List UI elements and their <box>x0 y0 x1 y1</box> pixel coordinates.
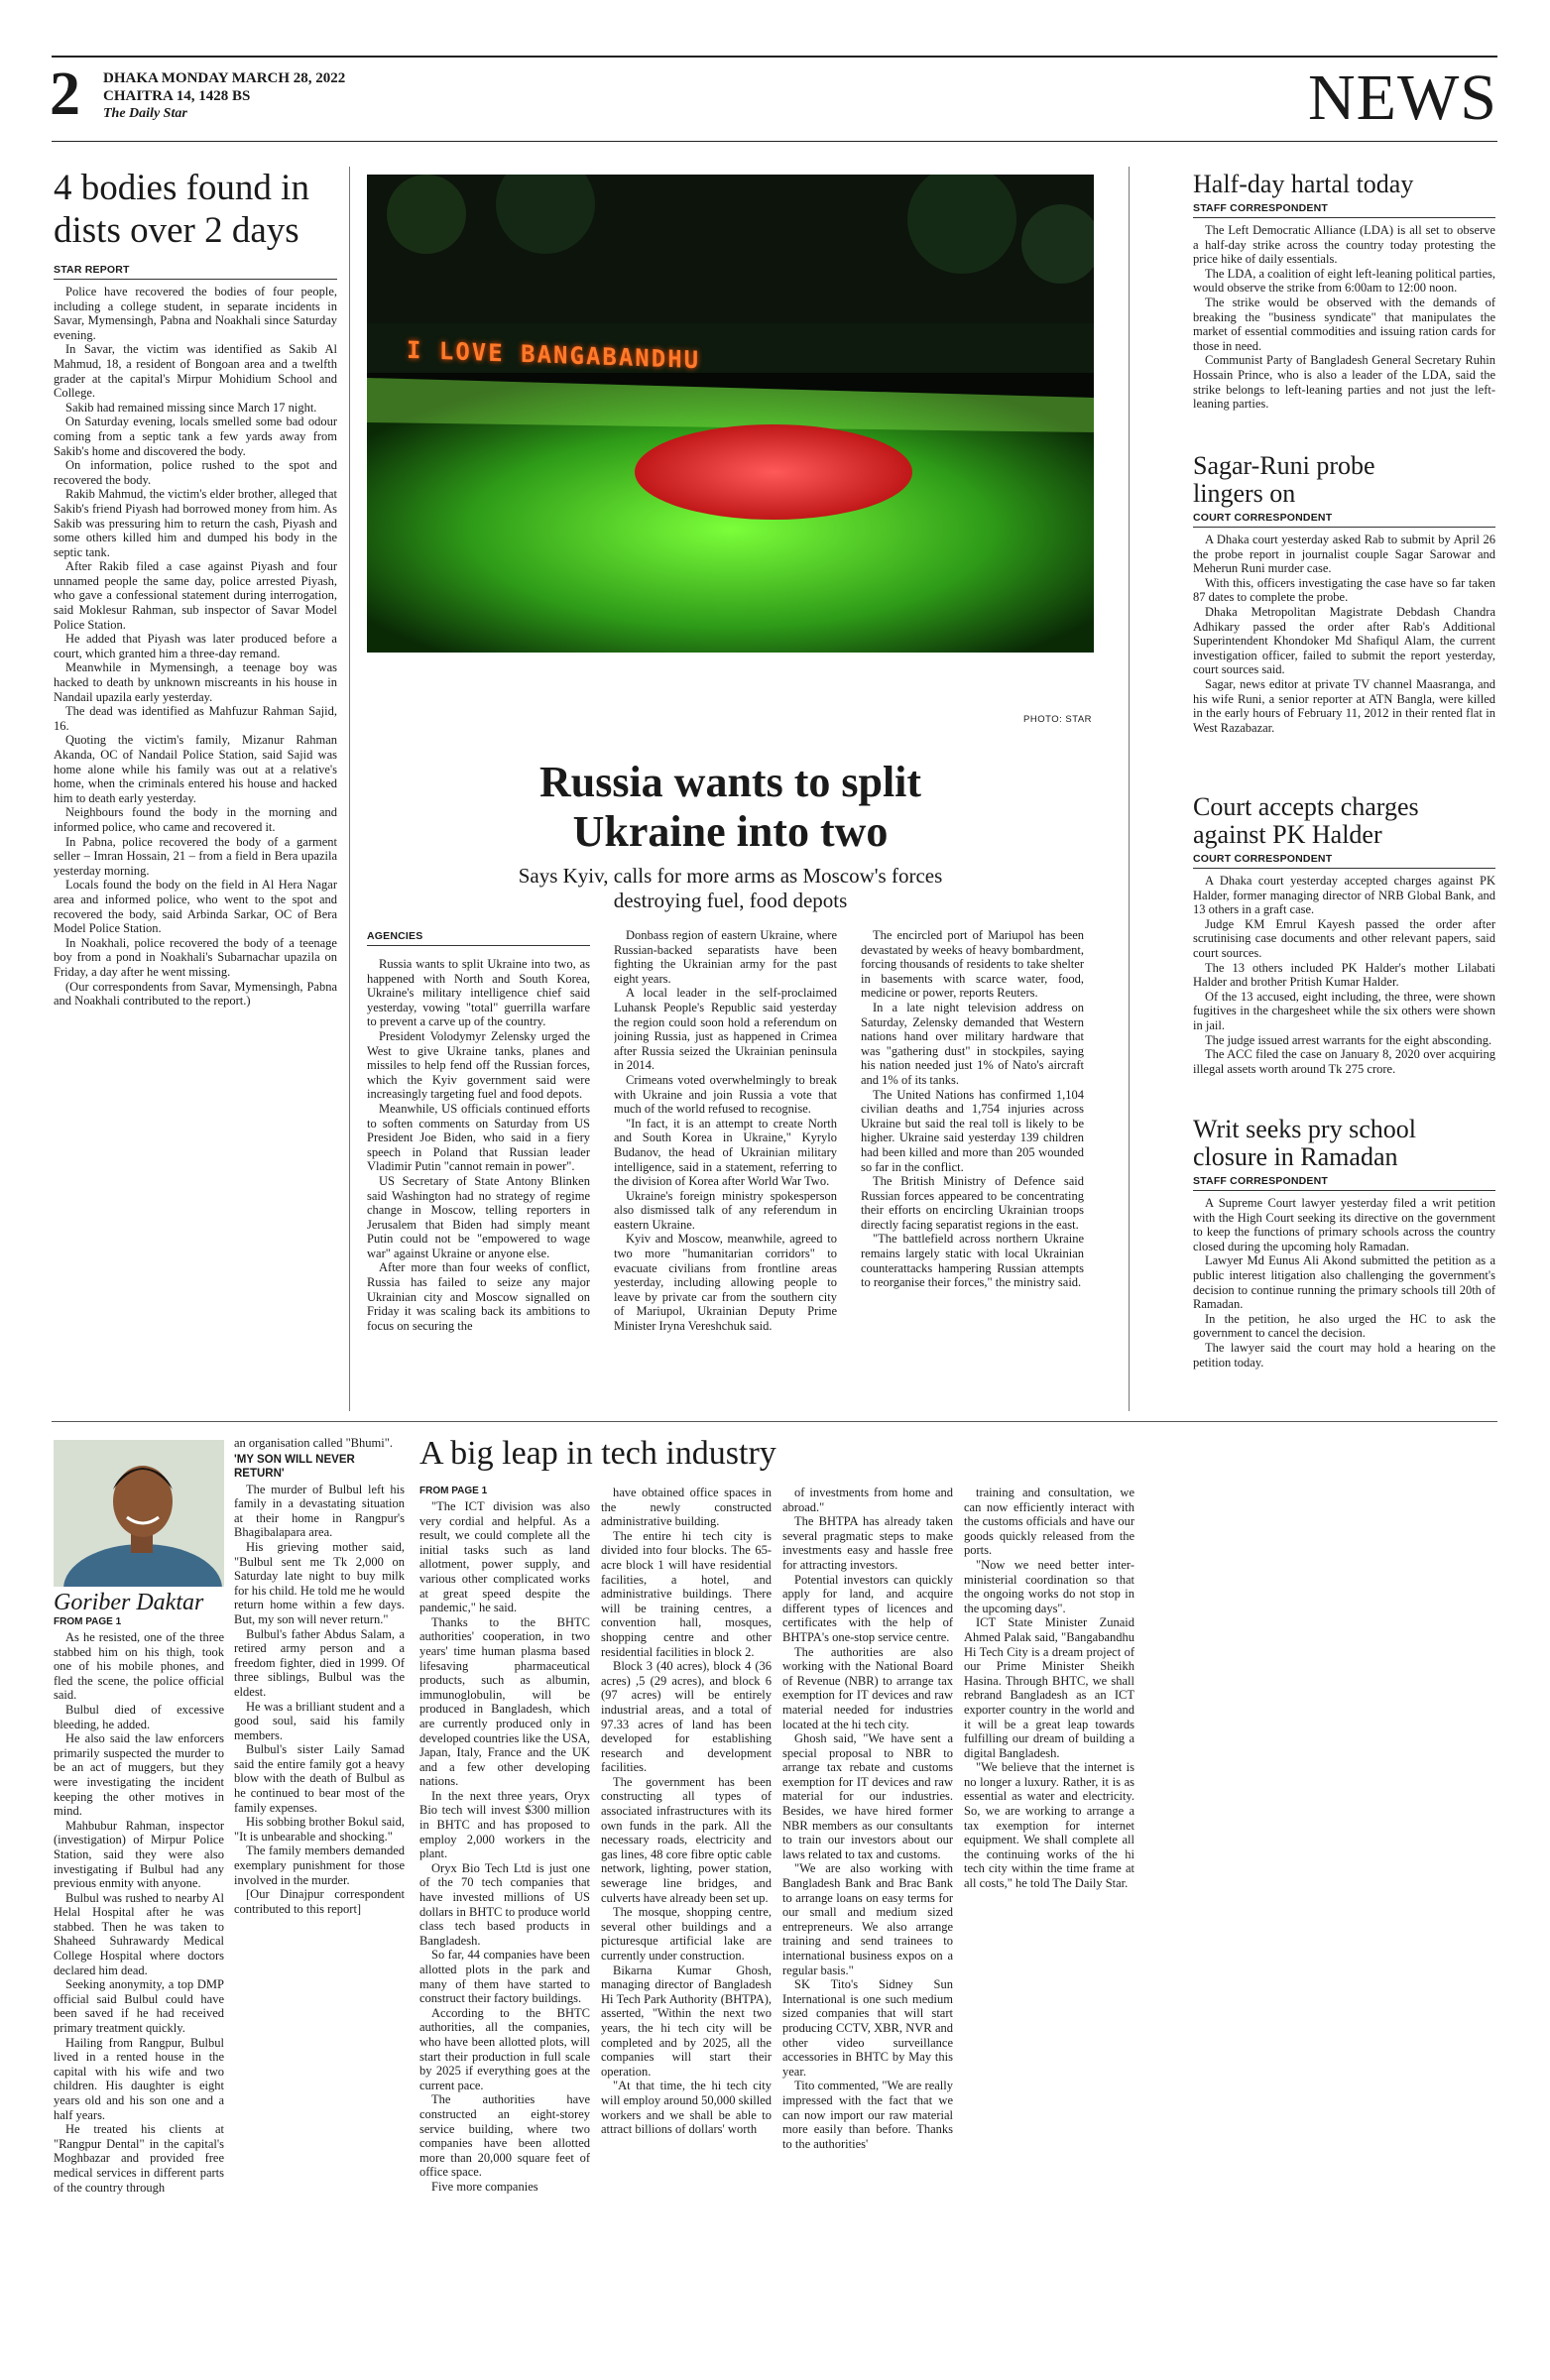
paragraph: Locals found the body on the field in Al Hera Nagar area and informed police, who went to the spot and recovered the body, said Arbinda Sarkar, OC of Bera Model Police Station. <box>54 878 337 936</box>
lights-photo <box>367 175 1094 653</box>
tech-col4 <box>964 1486 1134 2001</box>
paragraph: The family members demanded exemplary punishment for those involved in the murder. <box>234 1844 405 1887</box>
photo-credit: PHOTO: STAR <box>1023 714 1093 725</box>
paragraph: According to the BHTC authorities, all the companies, who have been allotted plots, will start their production in full scale by 2025 if everything goes at the current pace. <box>419 2005 590 2092</box>
paragraph: Quoting the victim's family, Mizanur Rahman Akanda, OC of Nandail Police Station, said Sajid was home alone while his family was out at a relative's home, when the criminals entered his house and hacked him to death early yesterday. <box>54 733 337 805</box>
paragraph: After Rakib filed a case against Piyash and four unnamed people the same day, police arrested Piyash, who gave a confessional statement during interrogation, said Moklesur Rahman, sub inspector of Savar Model Police Station. <box>54 559 337 632</box>
paragraph: Block 3 (40 acres), block 4 (36 acres) ,5 (29 acres), and block 6 (97 acres) will be entirely industrial areas, and a total of 97.33 acres of land has been developed for establishing research and development facilities. <box>601 1659 772 1775</box>
paragraph: training and consultation, we can now efficiently interact with the customs officials and have our goods quickly released from the ports. <box>964 1486 1134 1558</box>
paragraph: In a late night television address on Saturday, Zelensky demanded that Western nations hand over military hardware that was "gathering dust" in stockpiles, saying his nation needed just 1% of Nato's aircraft and 1% of its tanks. <box>861 1000 1084 1087</box>
paragraph: A Supreme Court lawyer yesterday filed a writ petition with the High Court seeking its directive on the government to keep the functions of primary schools across the country closed during the upcoming holy Ramadan. <box>1193 1196 1495 1253</box>
bodies-headline: 4 bodies found in dists over 2 days <box>54 168 309 251</box>
russia-deck <box>367 864 1094 913</box>
hartal-article <box>1193 171 1495 443</box>
paragraph: SK Tito's Sidney Sun International is one such medium sized companies that will start producing CCTV, XBR, NVR and other video surveillance accessories in BHTC by May this year. <box>782 1977 953 2079</box>
pk-body <box>1193 874 1495 1094</box>
sagar-byline: COURT CORRESPONDENT <box>1193 512 1495 528</box>
paragraph: The government has been constructing all types of associated infrastructures with its own funds in the park. All the necessary roads, electricity and gas lines, 48 core fibre optic cable network, lighting, power station, sewerage line bridges, and culverts have already been set up. <box>601 1774 772 1905</box>
paragraph: The 13 others included PK Halder's mother Lilabati Halder and brother Pritish Kumar Halder. <box>1193 960 1495 990</box>
goriber-jump: FROM PAGE 1 <box>54 1616 122 1627</box>
tech-col3 <box>782 1486 953 2348</box>
paragraph: In the petition, he also urged the HC to ask the government to cancel the decision. <box>1193 1311 1495 1341</box>
writ-body <box>1193 1196 1495 1384</box>
hartal-headline: Half-day hartal today <box>1193 170 1414 198</box>
goriber-col1 <box>54 1630 224 2346</box>
page-number: 2 <box>50 60 80 128</box>
paragraph: The dead was identified as Mahfuzur Rahman Sajid, 16. <box>54 704 337 733</box>
russia-deck-line1: Says Kyiv, calls for more arms as Moscow's forces <box>518 864 943 888</box>
paragraph: The entire hi tech city is divided into four blocks. The 65-acre block 1 will have residential facilities, a hotel, and administrative buildings. There will be training centres, a convention hall, mosques, shopping centre and other residential facilities in block 2. <box>601 1528 772 1659</box>
section-title: NEWS <box>1308 61 1497 134</box>
tech-col1 <box>419 1499 590 2348</box>
paragraph: He also said the law enforcers primarily suspected the murder to be an act of muggers, but they were investigating the incident keeping the other motives in mind. <box>54 1731 224 1819</box>
paragraph: In Noakhali, police recovered the body of a teenage boy from a pond in Noakhali's Subarnachar upazila on Friday, a day after he went missing. <box>54 935 337 979</box>
hartal-byline: STAFF CORRESPONDENT <box>1193 202 1495 218</box>
paragraph: He was a brilliant student and a good soul, said his family members. <box>234 1699 405 1742</box>
paragraph: The LDA, a coalition of eight left-leaning political parties, would observe the strike from 6:00am to 12:00 noon. <box>1193 266 1495 296</box>
bodies-byline: STAR REPORT <box>54 264 337 280</box>
paragraph: US Secretary of State Antony Blinken said Washington had no strategy of regime change in Moscow, telling reporters in Jerusalem that Biden had simply meant Putin could not be "empowered to wage war" against Ukraine or anyone else. <box>367 1173 590 1260</box>
paragraph: "Now we need better inter-ministerial coordination so that the ongoing works do not stop in the upcoming days". <box>964 1557 1134 1615</box>
paragraph: of investments from home and abroad." <box>782 1486 953 1514</box>
paragraph: Tito commented, "We are really impressed with the fact that we can now import our raw material more easily than before. Thanks to the authorities' <box>782 2079 953 2151</box>
paragraph: A Dhaka court yesterday asked Rab to submit by April 26 the probe report in journalist couple Sagar Sarowar and Meherun Runi murder case. <box>1193 533 1495 576</box>
pk-article <box>1193 793 1495 1094</box>
paragraph: Sagar, news editor at private TV channel Maasranga, and his wife Runi, a senior reporter at ATN Bangla, were killed in the early hours of February 11, 2012 in their rented flat in West Razabazar. <box>1193 676 1495 735</box>
paragraph: The authorities are also working with the National Board of Revenue (NBR) to arrange tax exemption for IT devices and raw material needed for industries located at the hi tech city. <box>782 1644 953 1731</box>
paragraph: "We are also working with Bangladesh Bank and Brac Bank to arrange loans on easy terms for our small and medium sized entrepreneurs. We also arrange training and send trainees to international business expos on a regular basis." <box>782 1861 953 1977</box>
paragraph: Police have recovered the bodies of four people, including a college student, in separate incidents in Savar, Mymensingh, Pabna and Noakhali since Saturday evening. <box>54 285 337 342</box>
paragraph: So far, 44 companies have been allotted plots in the park and many of them have started to construct their factory buildings. <box>419 1948 590 2006</box>
paragraph: Donbass region of eastern Ukraine, where Russian-backed separatists have been fighting the Ukrainian army for the past eight years. <box>614 928 837 986</box>
paragraph: Ukraine's foreign ministry spokesperson also dismissed talk of any referendum in eastern Ukraine. <box>614 1188 837 1232</box>
russia-headline <box>367 758 1094 857</box>
bodies-body <box>54 285 337 1361</box>
pk-byline: COURT CORRESPONDENT <box>1193 853 1495 869</box>
russia-byline: AGENCIES <box>367 930 590 946</box>
russia-headline-line1: Russia wants to split <box>538 758 922 806</box>
paragraph: The BHTPA has already taken several pragmatic steps to make investments easy and hassle free for attracting investors. <box>782 1514 953 1572</box>
paragraph: Mahbubur Rahman, inspector (investigation) of Mirpur Police Station, said they were also investigating if Bulbul had any previous enmity with anyone. <box>54 1818 224 1891</box>
paragraph: As he resisted, one of the three stabbed him on his thigh, took one of his mobile phones, and fled the scene, the police official said. <box>54 1630 224 1703</box>
paragraph: His grieving mother said, "Bulbul sent me Tk 2,000 on Saturday late night to buy milk for his child. He told me he would return home within a few days. But, my son will never return." <box>234 1539 405 1626</box>
paragraph: A local leader in the self-proclaimed Luhansk People's Republic said yesterday the region could soon hold a referendum on joining Russia, just as happened in Crimea after Russia seized the Ukrainian peninsula in 2014. <box>614 986 837 1073</box>
paragraph: "The ICT division was also very cordial and helpful. As a result, we could complete all the initial tasks such as land allotment, power supply, and various other complicated works at great speed despite the pandemic," he said. <box>419 1499 590 1615</box>
paragraph: Of the 13 accused, eight including, the three, were shown fugitives in the chargesheet while the six others were shown in jail. <box>1193 989 1495 1032</box>
goriber-col2 <box>234 1483 405 1998</box>
russia-headline-line2: Ukraine into two <box>572 807 889 856</box>
paragraph: (Our correspondents from Savar, Mymensingh, Pabna and Noakhali contributed to the report.) <box>54 979 337 1009</box>
sagar-headline: Sagar-Runi probe lingers on <box>1193 451 1375 508</box>
paragraph: After more than four weeks of conflict, Russia has failed to seize any major Ukrainian city and Moscow signalled on Friday it was scaling back its ambitions to focus on securing the <box>367 1260 590 1333</box>
tech-jump: FROM PAGE 1 <box>419 1486 488 1496</box>
paragraph: Potential investors can quickly apply for land, and acquire different types of licences and certificates with the help of BHTPA's one-stop service centre. <box>782 1572 953 1644</box>
paragraph: His sobbing brother Bokul said, "It is unbearable and shocking." <box>234 1815 405 1844</box>
paragraph: President Volodymyr Zelensky urged the West to give Ukraine tanks, planes and missiles to help fend off the Russian forces, which the Kyiv government said were increasingly targeting fuel and food depots. <box>367 1028 590 1102</box>
paragraph: Kyiv and Moscow, meanwhile, agreed to two more "humanitarian corridors" to evacuate civilians from frontline areas yesterday, including allowing people to leave by private car from the southern city of Mariupol, Ukrainian Deputy Prime Minister Iryna Vereshchuk said. <box>614 1232 837 1334</box>
paragraph: In the next three years, Oryx Bio tech will invest $300 million in BHTC and has proposed to employ 2,000 workers in the plant. <box>419 1788 590 1861</box>
paragraph: The authorities have constructed an eight-storey service building, where two companies have been allotted more than 20,000 square feet of office space. <box>419 2092 590 2180</box>
bodies-article <box>54 167 337 1361</box>
paragraph: Seeking anonymity, a top DMP official said Bulbul could have been saved if he had received primary treatment quickly. <box>54 1977 224 2036</box>
paragraph: With this, officers investigating the case have so far taken 87 dates to complete the probe. <box>1193 575 1495 605</box>
writ-headline: Writ seeks pry school closure in Ramadan <box>1193 1115 1416 1171</box>
paragraph: Rakib Mahmud, the victim's elder brother, alleged that Sakib's friend Piyash had borrowed money from him. As Sakib was pressuring him to return the cash, Piyash and some others killed him and dumped his body in the septic tank. <box>54 487 337 559</box>
sagar-article <box>1193 452 1495 767</box>
hartal-body <box>1193 223 1495 443</box>
russia-col2 <box>614 928 837 1412</box>
paragraph: The British Ministry of Defence said Russian forces appeared to be concentrating their efforts on encircling Ukrainian troops directly facing separatist regions in the east. <box>861 1174 1084 1232</box>
paragraph: Dhaka Metropolitan Magistrate Debdash Chandra Adhikary passed the order after Rab's Additional Superintendent Khondoker Md Shafiqul Alam, the current investigation officer, failed to submit the report yesterday, court sources said. <box>1193 604 1495 677</box>
paragraph: Oryx Bio Tech Ltd is just one of the 70 tech companies that have invested millions of US dollars in BHTC to produce world class tech based products in Bangladesh. <box>419 1860 590 1948</box>
paragraph: Thanks to the BHTC authorities' cooperation, in two years' time human plasma based lifesaving pharmaceutical products, such as albumin, immunoglobulin, will be produced in Bangladesh, which are currently produced only in developed countries like the USA, Japan, Italy, France and the UK and a few other developing nations. <box>419 1614 590 1789</box>
writ-byline: STAFF CORRESPONDENT <box>1193 1175 1495 1191</box>
paragraph: In Savar, the victim was identified as Sakib Al Mahmud, 18, a resident of Bongoan area and a twelfth grader at the capital's Mirpur Mohidium School and College. <box>54 342 337 401</box>
tech-headline: A big leap in tech industry <box>419 1435 776 1472</box>
paragraph: The Left Democratic Alliance (LDA) is all set to observe a half-day strike across the country today protesting the price hike of daily essentials. <box>1193 223 1495 267</box>
paragraph: Neighbours found the body in the morning and informed police, who came and recovered it. <box>54 805 337 834</box>
russia-deck-line2: destroying fuel, food depots <box>613 889 848 912</box>
date-line: DHAKA MONDAY MARCH 28, 2022 <box>103 70 346 86</box>
paragraph: The encircled port of Mariupol has been devastated by weeks of heavy bombardment, forcing thousands of residents to take shelter in basements with scarce water, food, medicine or power, reports Reuters. <box>861 928 1084 1001</box>
paragraph: have obtained office spaces in the newly constructed administrative building. <box>601 1486 772 1529</box>
paragraph: Crimeans voted overwhelmingly to break with Ukraine and join Russia a vote that much of the world refused to recognise. <box>614 1072 837 1117</box>
pk-headline: Court accepts charges against PK Halder <box>1193 792 1419 849</box>
paragraph: "At that time, the hi tech city will employ around 50,000 skilled workers and we shall be able to attract billions of dollars' worth <box>601 2079 772 2137</box>
paragraph: ICT State Minister Zunaid Ahmed Palak said, "Bangabandhu Hi Tech City is a dream project of our Prime Minister Sheikh Hasina. Through BHTC, we shall rebrand Bangladesh as an ICT exporter country in the world and it will be a great leap towards fulfilling our dream of building a digital Bangladesh. <box>964 1615 1134 1760</box>
paragraph: "We believe that the internet is no longer a luxury. Rather, it is as essential as water and electricity. So, we are working to arrange a tax exemption for internet equipment. We shall complete all the continuing works of the hi tech city within the time frame at all costs," he told The Daily Star. <box>964 1760 1134 1891</box>
tech-col2 <box>601 1486 772 2348</box>
paragraph: Hailing from Rangpur, Bulbul lived in a rented house in the capital with his wife and two children. His daughter is eight years old and his son one and a half years. <box>54 2035 224 2122</box>
paragraph: Meanwhile, US officials continued efforts to soften comments on Saturday from US President Joe Biden, who said in a fiery speech in Poland that Russian leader Vladimir Putin "cannot remain in power". <box>367 1101 590 1174</box>
goriber-col2-lead: an organisation called "Bhumi". <box>234 1436 393 1450</box>
paragraph: "In fact, it is an attempt to create North and South Korea in Ukraine," Kyrylo Budanov, the head of Ukrainian military intelligence, said in a statement, referring to the division of Korea after World War Two. <box>614 1116 837 1189</box>
paragraph: The strike would be observed with the demands of breaking the "business syndicate" that manipulates the market of essential commodities and issuing ration cards for those in need. <box>1193 295 1495 353</box>
paragraph: Ghosh said, "We have sent a special proposal to NBR to arrange tax rebate and customs exemption for IT devices and raw material for our industries. Besides, we have hired former NBR members as our consultants to train our investors about our laws related to tax and customs. <box>782 1731 953 1861</box>
paragraph: A Dhaka court yesterday accepted charges against PK Halder, former managing director of NRB Global Bank, and 13 others in a graft case. <box>1193 874 1495 917</box>
writ-article <box>1193 1116 1495 1384</box>
paragraph: Bulbul died of excessive bleeding, he added. <box>54 1702 224 1731</box>
paragraph: In Pabna, police recovered the body of a garment seller – Imran Hossain, 21 – from a field in Bera upazila yesterday morning. <box>54 834 337 878</box>
paragraph: Judge KM Emrul Kayesh passed the order after scrutinising case documents and other relevant papers, said court sources. <box>1193 916 1495 960</box>
doctor-photo <box>54 1440 224 1587</box>
paragraph: "The battlefield across northern Ukraine remains largely static with local Ukrainian counterattacks hampering Russian attempts to reorganise their forces," the ministry said. <box>861 1232 1084 1290</box>
russia-col3 <box>861 928 1084 1412</box>
paragraph: He added that Piyash was later produced before a court, which granted him a three-day remand. <box>54 632 337 660</box>
paragraph: Sakib had remained missing since March 17 night. <box>65 400 317 415</box>
paragraph: The United Nations has confirmed 1,104 civilian deaths and 1,754 injuries across Ukraine but said the real toll is likely to be higher. Ukraine said yesterday 139 children had been killed and more than 205 wounded so far in the conflict. <box>861 1087 1084 1174</box>
paragraph: Russia wants to split Ukraine into two, as happened with North and South Korea, Ukraine's military intelligence chief said yesterday, vowing "total" guerrilla warfare to prevent a carve up of the country. <box>367 957 590 1029</box>
photo-sign-text: I LOVE BANGABANDHU <box>407 335 701 375</box>
paragraph: Five more companies <box>431 2179 538 2194</box>
paragraph: On Saturday evening, locals smelled some bad odour coming from a septic tank a few yards away from Sakib's home and discovered the body. <box>54 415 337 458</box>
paragraph: Lawyer Md Eunus Ali Akond submitted the petition as a public interest litigation also challenging the government's decision to continue running the primary schools till 20th of Ramadan. <box>1193 1253 1495 1312</box>
paragraph: Communist Party of Bangladesh General Secretary Ruhin Hossain Prince, who is also a leader of the LDA, said the strike belongs to left-leaning parties and not just the left-leaning parties. <box>1193 353 1495 412</box>
paragraph: [Our Dinajpur correspondent contributed to this report] <box>234 1887 405 1916</box>
paragraph: Bulbul's father Abdus Salam, a retired army person and a freedom fighter, died in 1999. Of three siblings, Bulbul was the eldest. <box>234 1626 405 1699</box>
paragraph: Bikarna Kumar Ghosh, managing director of Bangladesh Hi Tech Park Authority (BHTPA), asserted, "Within the next two years, the hi tech city will be completed and by 2025, all the companies will start their operation. <box>601 1963 772 2079</box>
russia-col1 <box>367 957 590 1413</box>
paragraph: The judge issued arrest warrants for the eight absconding. <box>1205 1032 1492 1047</box>
bangla-date: CHAITRA 14, 1428 BS <box>103 88 251 104</box>
goriber-subhead: 'MY SON WILL NEVER RETURN' <box>234 1453 355 1480</box>
paragraph: On information, police rushed to the spot and recovered the body. <box>54 458 337 487</box>
paragraph: Bulbul was rushed to nearby Al Helal Hospital after he was stabbed. Then he was taken to Shaheed Suhrawardy Medical College Hospital where doctors declared him dead. <box>54 1890 224 1977</box>
paragraph: He treated his clients at "Rangpur Dental" in the capital's Moghbazar and provided free medical services in different parts of the country through <box>54 2122 224 2195</box>
paragraph: The murder of Bulbul left his family in a devastating situation at their home in Rangpur's Bhagibalapara area. <box>234 1482 405 1540</box>
paper-logo: The Daily Star <box>103 106 187 121</box>
sagar-body <box>1193 533 1495 767</box>
goriber-headline: Goriber Daktar <box>54 1590 204 1615</box>
paragraph: The lawyer said the court may hold a hearing on the petition today. <box>1193 1340 1495 1369</box>
paragraph: The mosque, shopping centre, several other buildings and a picturesque artificial lake are currently under construction. <box>601 1905 772 1963</box>
paragraph: Meanwhile in Mymensingh, a teenage boy was hacked to death by unknown miscreants in his house in Nandail upazila early yesterday. <box>54 660 337 704</box>
paragraph: Bulbul's sister Laily Samad said the entire family got a heavy blow with the death of Bulbul as he continued to bear most of the family expenses. <box>234 1742 405 1815</box>
paragraph: The ACC filed the case on January 8, 2020 over acquiring illegal assets worth around Tk 275 crore. <box>1193 1047 1495 1076</box>
